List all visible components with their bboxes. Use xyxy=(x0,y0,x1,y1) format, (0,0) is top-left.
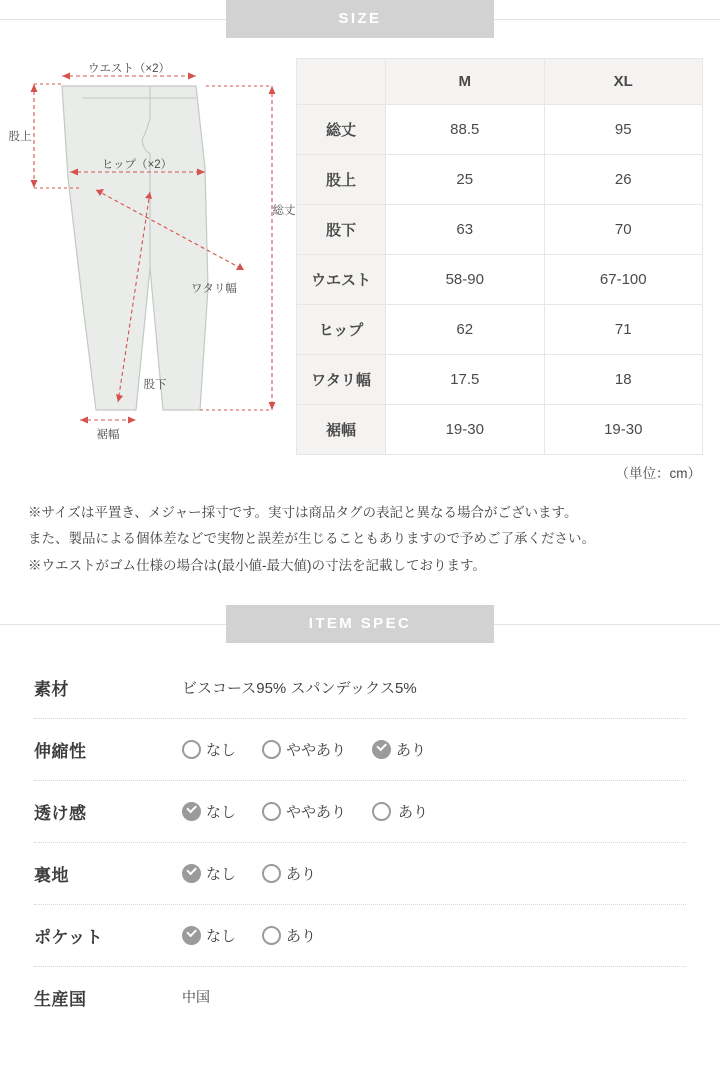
spec-option-label: あり xyxy=(286,927,317,945)
table-row xyxy=(297,205,703,255)
spec-value: ビスコース95% スパンデックス5% xyxy=(182,679,417,697)
size-table-unit-note: （単位：cm） xyxy=(615,466,701,481)
radio-unchecked-icon[interactable] xyxy=(262,802,281,821)
spec-row-country xyxy=(34,967,686,1028)
size-note-line: また、製品による個体差などで実物と誤差が生じることもありますので予めご了承ください。 xyxy=(28,531,595,547)
table-row xyxy=(297,155,703,205)
size-banner-label: SIZE xyxy=(226,0,494,38)
spec-value xyxy=(182,739,426,760)
table-row xyxy=(297,255,703,305)
size-table-corner-cell xyxy=(297,59,386,105)
diagram-label-waist: ウエスト（×2） xyxy=(87,63,171,75)
spec-option[interactable] xyxy=(262,739,346,760)
size-table-header-row xyxy=(297,59,703,105)
spec-option[interactable] xyxy=(372,801,428,822)
row-label: 股下 xyxy=(297,205,386,255)
spec-list xyxy=(0,643,720,1028)
row-value-m: 17.5 xyxy=(386,355,545,405)
radio-unchecked-icon[interactable] xyxy=(262,864,281,883)
row-label: 股上 xyxy=(297,155,386,205)
size-table-wrap xyxy=(296,58,720,482)
spec-option-label: あり xyxy=(396,741,427,759)
spec-option[interactable] xyxy=(262,801,346,822)
pants-measurement-diagram xyxy=(0,58,296,458)
spec-option[interactable] xyxy=(182,739,236,760)
spec-option[interactable] xyxy=(262,863,316,884)
spec-row-sheerness xyxy=(34,781,686,843)
row-value-xl: 26 xyxy=(544,155,703,205)
row-value-xl: 71 xyxy=(544,305,703,355)
spec-row-pocket xyxy=(34,905,686,967)
size-table-col-xl: XL xyxy=(544,59,703,105)
spec-value xyxy=(182,801,428,822)
row-value-m: 25 xyxy=(386,155,545,205)
spec-label: 透け感 xyxy=(34,803,87,823)
diagram-label-hem: 裾幅 xyxy=(96,429,120,441)
spec-label: 生産国 xyxy=(34,989,87,1009)
spec-label: 裏地 xyxy=(34,865,69,885)
row-value-m: 63 xyxy=(386,205,545,255)
radio-unchecked-icon[interactable] xyxy=(182,740,201,759)
table-row xyxy=(297,405,703,455)
radio-checked-icon[interactable] xyxy=(182,864,201,883)
radio-unchecked-icon[interactable] xyxy=(262,926,281,945)
spec-option-label: なし xyxy=(206,803,237,821)
row-value-m: 58-90 xyxy=(386,255,545,305)
size-content xyxy=(0,38,720,482)
table-row xyxy=(297,105,703,155)
spec-option[interactable] xyxy=(182,925,236,946)
radio-unchecked-icon[interactable] xyxy=(262,740,281,759)
diagram-label-inseam: 股下 xyxy=(143,379,167,391)
row-label: ウエスト xyxy=(297,255,386,305)
row-label: ヒップ xyxy=(297,305,386,355)
spec-option[interactable] xyxy=(372,739,426,760)
spec-label: 素材 xyxy=(34,679,69,699)
row-value-m: 62 xyxy=(386,305,545,355)
spec-option[interactable] xyxy=(182,863,236,884)
spec-value: 中国 xyxy=(182,989,210,1006)
spec-option-label: ややあり xyxy=(286,803,347,821)
spec-option-label: なし xyxy=(206,865,237,883)
spec-option-label: ややあり xyxy=(286,741,347,759)
spec-option-label: なし xyxy=(206,927,237,945)
table-row xyxy=(297,355,703,405)
row-label: 総丈 xyxy=(297,105,386,155)
spec-value xyxy=(182,925,316,946)
item-spec-section xyxy=(0,605,720,1028)
row-value-xl: 70 xyxy=(544,205,703,255)
table-row xyxy=(297,305,703,355)
row-value-m: 19-30 xyxy=(386,405,545,455)
row-value-xl: 67-100 xyxy=(544,255,703,305)
radio-checked-icon[interactable] xyxy=(182,802,201,821)
spec-row-material xyxy=(34,657,686,719)
row-value-xl: 19-30 xyxy=(544,405,703,455)
diagram-label-rise: 股上 xyxy=(8,131,32,143)
row-label: 裾幅 xyxy=(297,405,386,455)
spec-option-label: あり xyxy=(398,803,429,821)
size-table xyxy=(296,58,703,455)
size-note-line: ※サイズは平置き、メジャー採寸です。実寸は商品タグの表記と異なる場合がございます。 xyxy=(28,505,578,520)
size-section-banner xyxy=(0,0,720,38)
diagram-label-hip: ヒップ（×2） xyxy=(101,159,173,171)
size-table-col-m: M xyxy=(386,59,545,105)
spec-option[interactable] xyxy=(182,801,236,822)
spec-row-lining xyxy=(34,843,686,905)
row-value-xl: 95 xyxy=(544,105,703,155)
radio-checked-icon[interactable] xyxy=(182,926,201,945)
diagram-label-total-length: 総丈 xyxy=(272,205,296,217)
radio-checked-icon[interactable] xyxy=(372,740,391,759)
spec-option-label: なし xyxy=(206,741,237,759)
spec-label: ポケット xyxy=(34,927,104,947)
size-notes xyxy=(0,482,720,579)
spec-option-label: あり xyxy=(286,865,317,883)
size-note-line: ※ウエストがゴム仕様の場合は(最小値-最大値)の寸法を記載しております。 xyxy=(28,557,486,573)
radio-unchecked-icon[interactable] xyxy=(372,802,391,821)
row-value-xl: 18 xyxy=(544,355,703,405)
row-label: ワタリ幅 xyxy=(297,355,386,405)
diagram-label-thigh: ワタリ幅 xyxy=(191,283,237,295)
spec-row-stretch xyxy=(34,719,686,781)
spec-value xyxy=(182,863,316,884)
row-value-m: 88.5 xyxy=(386,105,545,155)
item-spec-banner-label: ITEM SPEC xyxy=(226,605,494,643)
spec-option[interactable] xyxy=(262,925,316,946)
item-spec-banner xyxy=(0,605,720,643)
spec-label: 伸縮性 xyxy=(34,741,87,761)
